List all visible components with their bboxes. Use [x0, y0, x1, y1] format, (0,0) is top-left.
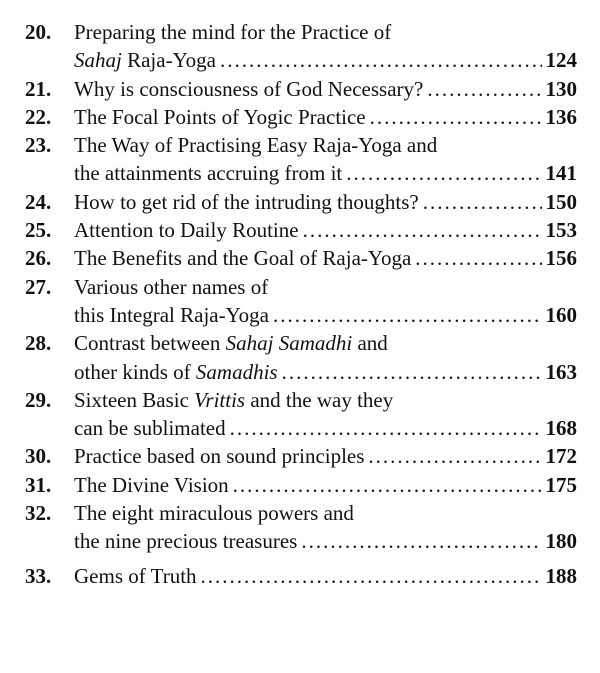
title-text: The Way of Practising Easy Raja-Yoga and [74, 133, 438, 158]
page-number: 168 [545, 416, 577, 441]
chapter-number: 28. [25, 331, 52, 356]
toc-entry [25, 216, 577, 244]
toc-entry [25, 75, 577, 103]
italic-term: Sahaj [74, 48, 122, 73]
chapter-title [74, 103, 366, 131]
page-number: 124 [545, 48, 577, 73]
title-text: other kinds of [74, 359, 196, 384]
dot-leader [301, 527, 541, 555]
chapter-number: 24. [25, 189, 52, 214]
page-number: 150 [545, 189, 577, 214]
page-number: 160 [545, 302, 577, 327]
chapter-title [74, 301, 269, 329]
chapter-title [74, 46, 216, 74]
dot-leader [201, 562, 542, 590]
title-text: and the way they [245, 387, 394, 412]
title-text: How to get rid of the intruding thoughts? [74, 189, 419, 214]
dot-leader [368, 442, 541, 470]
page-number: 141 [545, 161, 577, 186]
chapter-title-line [74, 216, 577, 244]
title-text: this Integral Raja-Yoga [74, 302, 269, 327]
chapter-number: 29. [25, 387, 52, 412]
title-text: Various other names of [74, 274, 269, 299]
chapter-title-line [74, 159, 577, 187]
title-text: Sixteen Basic [74, 387, 195, 412]
dot-leader [427, 75, 541, 103]
chapter-title [74, 562, 197, 590]
toc-entry [25, 471, 577, 499]
chapter-title [74, 388, 393, 412]
chapter-title [74, 20, 391, 44]
chapter-title-line [74, 329, 577, 357]
page-number: 163 [545, 359, 577, 384]
toc-entry [25, 562, 577, 590]
title-text: Practice based on sound principles [74, 444, 365, 469]
chapter-title-line [74, 527, 577, 555]
chapter-title [74, 527, 297, 555]
toc-entry [25, 273, 577, 330]
chapter-title-line [74, 103, 577, 131]
toc-entry [25, 329, 577, 386]
chapter-title-line [74, 442, 577, 470]
chapter-title [74, 244, 411, 272]
chapter-title-line [74, 18, 577, 46]
page-number: 156 [545, 246, 577, 271]
chapter-title-line [74, 301, 577, 329]
dot-leader [346, 159, 541, 187]
chapter-number: 31. [25, 472, 52, 497]
chapter-number: 20. [25, 20, 52, 44]
title-text: and [352, 331, 388, 356]
title-text: Attention to Daily Routine [74, 218, 299, 243]
dot-leader [415, 244, 541, 272]
title-text: Contrast between [74, 331, 226, 356]
chapter-title-line [74, 244, 577, 272]
title-text: Gems of Truth [74, 563, 197, 588]
chapter-title [74, 414, 226, 442]
chapter-number: 22. [25, 104, 52, 129]
page-number: 136 [545, 104, 577, 129]
title-text: the attainments accruing from it [74, 161, 343, 186]
chapter-title-line [74, 562, 577, 590]
chapter-number: 33. [25, 563, 52, 588]
title-text: Raja-Yoga [121, 48, 216, 73]
chapter-title [74, 216, 299, 244]
chapter-number: 21. [25, 76, 52, 101]
title-text: The Divine Vision [74, 472, 229, 497]
page-number: 153 [545, 218, 577, 243]
chapter-number: 27. [25, 274, 52, 299]
chapter-number: 32. [25, 501, 52, 526]
chapter-title-line [74, 499, 577, 527]
toc-entry [25, 499, 577, 556]
chapter-title [74, 471, 229, 499]
chapter-title-line [74, 75, 577, 103]
italic-term: Vrittis [194, 387, 246, 412]
chapter-title [74, 358, 278, 386]
chapter-number: 25. [25, 218, 52, 243]
chapter-number: 23. [25, 133, 52, 158]
chapter-title [74, 159, 342, 187]
dot-leader [233, 471, 542, 499]
italic-term: Sahaj Samadhi [225, 331, 353, 356]
dot-leader [220, 46, 542, 74]
table-of-contents [25, 18, 577, 590]
toc-entry [25, 386, 577, 443]
chapter-title-line [74, 471, 577, 499]
chapter-title [74, 442, 364, 470]
toc-entry [25, 103, 577, 131]
toc-entry [25, 442, 577, 470]
chapter-title [74, 133, 437, 157]
chapter-title-line [74, 358, 577, 386]
dot-leader [273, 301, 542, 329]
page-number: 130 [545, 76, 577, 101]
dot-leader [303, 216, 542, 244]
title-text: The eight miraculous powers and [74, 501, 354, 526]
chapter-title-line [74, 188, 577, 216]
chapter-title [74, 331, 388, 355]
page-number: 172 [545, 444, 577, 469]
chapter-number: 26. [25, 246, 52, 271]
title-text: The Focal Points of Yogic Practice [74, 104, 366, 129]
dot-leader [282, 358, 542, 386]
chapter-title-line [74, 386, 577, 414]
toc-entry [25, 131, 577, 188]
chapter-number: 30. [25, 444, 52, 469]
chapter-title [74, 188, 419, 216]
chapter-title-line [74, 414, 577, 442]
chapter-title-line [74, 131, 577, 159]
dot-leader [230, 414, 542, 442]
chapter-title [74, 75, 423, 103]
title-text: the nine precious treasures [74, 529, 298, 554]
chapter-title [74, 501, 354, 525]
page-number: 188 [545, 563, 577, 588]
chapter-title [74, 275, 268, 299]
title-text: can be sublimated [74, 416, 226, 441]
chapter-title-line [74, 273, 577, 301]
dot-leader [423, 188, 542, 216]
title-text: Preparing the mind for the Practice of [74, 20, 392, 44]
toc-entry [25, 188, 577, 216]
page-number: 180 [545, 529, 577, 554]
toc-entry [25, 244, 577, 272]
chapter-title-line [74, 46, 577, 74]
italic-term: Samadhis [195, 359, 278, 384]
title-text: The Benefits and the Goal of Raja-Yoga [74, 246, 412, 271]
page-number: 175 [545, 472, 577, 497]
toc-entry [25, 18, 577, 75]
title-text: Why is consciousness of God Necessary? [74, 76, 424, 101]
dot-leader [370, 103, 542, 131]
